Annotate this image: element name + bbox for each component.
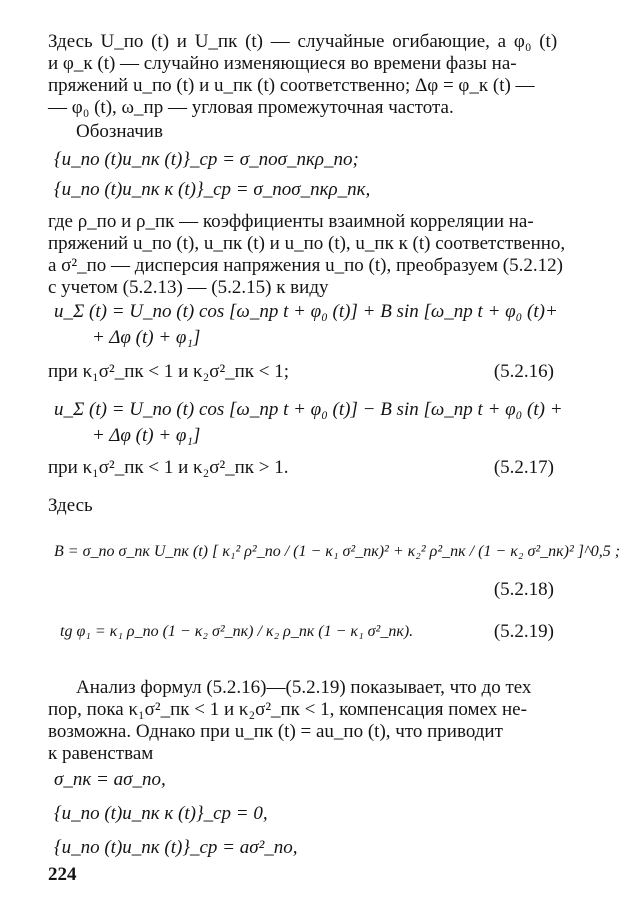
definition-1: {u_по (t)u_пк (t)}_ср = σ_поσ_пкρ_по;	[54, 149, 359, 170]
paragraph-3-line-1: где ρ_по и ρ_пк — коэффициенты взаимной корреляции на-	[48, 211, 534, 232]
here-label: Здесь	[48, 495, 93, 516]
paragraph-1-line-1: Здесь U_по (t) и U_пк (t) — случайные огибающие, а φ₀ (t)	[48, 31, 558, 52]
equation-2-line-1: u_Σ (t) = U_по (t) cos [ω_пр t + φ₀ (t)] − B sin [ω_пр t + φ₀ (t) +	[54, 399, 563, 420]
paragraph-2: Обозначив	[76, 121, 163, 142]
equation-2-line-2: + Δφ (t) + φ₁]	[92, 425, 201, 446]
equation-number-5-2-19: (5.2.19)	[493, 621, 554, 642]
paragraph-1-line-3: пряжений u_по (t) и u_пк (t) соответственно; Δφ = φ_к (t) —	[48, 75, 535, 96]
equation-1-line-1: u_Σ (t) = U_по (t) cos [ω_пр t + φ₀ (t)] + B sin [ω_пр t + φ₀ (t)+	[54, 301, 558, 322]
equation-5-2-19: tg φ₁ = κ₁ ρ_по (1 − κ₂ σ²_пк) / κ₂ ρ_пк (1 − κ₁ σ²_пк).	[60, 623, 414, 640]
result-2: {u_по (t)u_пк к (t)}_ср = 0,	[54, 803, 268, 824]
equation-5-2-18: B = σ_по σ_пк U_пк (t) [ κ₁² ρ²_по / (1 − κ₁ σ²_пк)² + κ₂² ρ²_пк / (1 − κ₂ σ²_пк)² ]^0,5 ;	[54, 543, 620, 560]
definition-2: {u_по (t)u_пк к (t)}_ср = σ_поσ_пкρ_пк,	[54, 179, 371, 200]
paragraph-4-line-4: к равенствам	[48, 743, 154, 764]
result-3: {u_по (t)u_пк (t)}_ср = aσ²_по,	[54, 837, 298, 858]
equation-number-5-2-16: (5.2.16)	[493, 361, 554, 382]
equation-number-5-2-17: (5.2.17)	[493, 457, 554, 478]
condition-2: при κ₁σ²_пк < 1 и κ₂σ²_пк > 1.	[48, 457, 289, 478]
paragraph-4-line-3: возможна. Однако при u_пк (t) = au_по (t), что приводит	[48, 721, 503, 742]
paragraph-4-line-1: Анализ формул (5.2.16)—(5.2.19) показывает, что до тех	[76, 677, 532, 698]
paragraph-3-line-2: пряжений u_по (t), u_пк (t) и u_по (t), u_пк к (t) соответственно,	[48, 233, 566, 254]
condition-1: при κ₁σ²_пк < 1 и κ₂σ²_пк < 1;	[48, 361, 290, 382]
paragraph-3-line-3: а σ²_по — дисперсия напряжения u_по (t), преобразуем (5.2.12)	[48, 255, 563, 276]
paragraph-1-line-2: и φ_к (t) — случайно изменяющиеся во времени фазы на-	[48, 53, 517, 74]
equation-1-line-2: + Δφ (t) + φ₁]	[92, 327, 201, 348]
page-number: 224	[48, 864, 77, 885]
result-1: σ_пк = aσ_по,	[54, 769, 166, 790]
equation-number-5-2-18: (5.2.18)	[493, 579, 554, 600]
paragraph-3-line-4: с учетом (5.2.13) — (5.2.15) к виду	[48, 277, 329, 298]
paragraph-4-line-2: пор, пока κ₁σ²_пк < 1 и κ₂σ²_пк < 1, компенсация помех не-	[48, 699, 527, 720]
paragraph-1-line-4: — φ₀ (t), ω_пр — угловая промежуточная частота.	[48, 97, 454, 118]
